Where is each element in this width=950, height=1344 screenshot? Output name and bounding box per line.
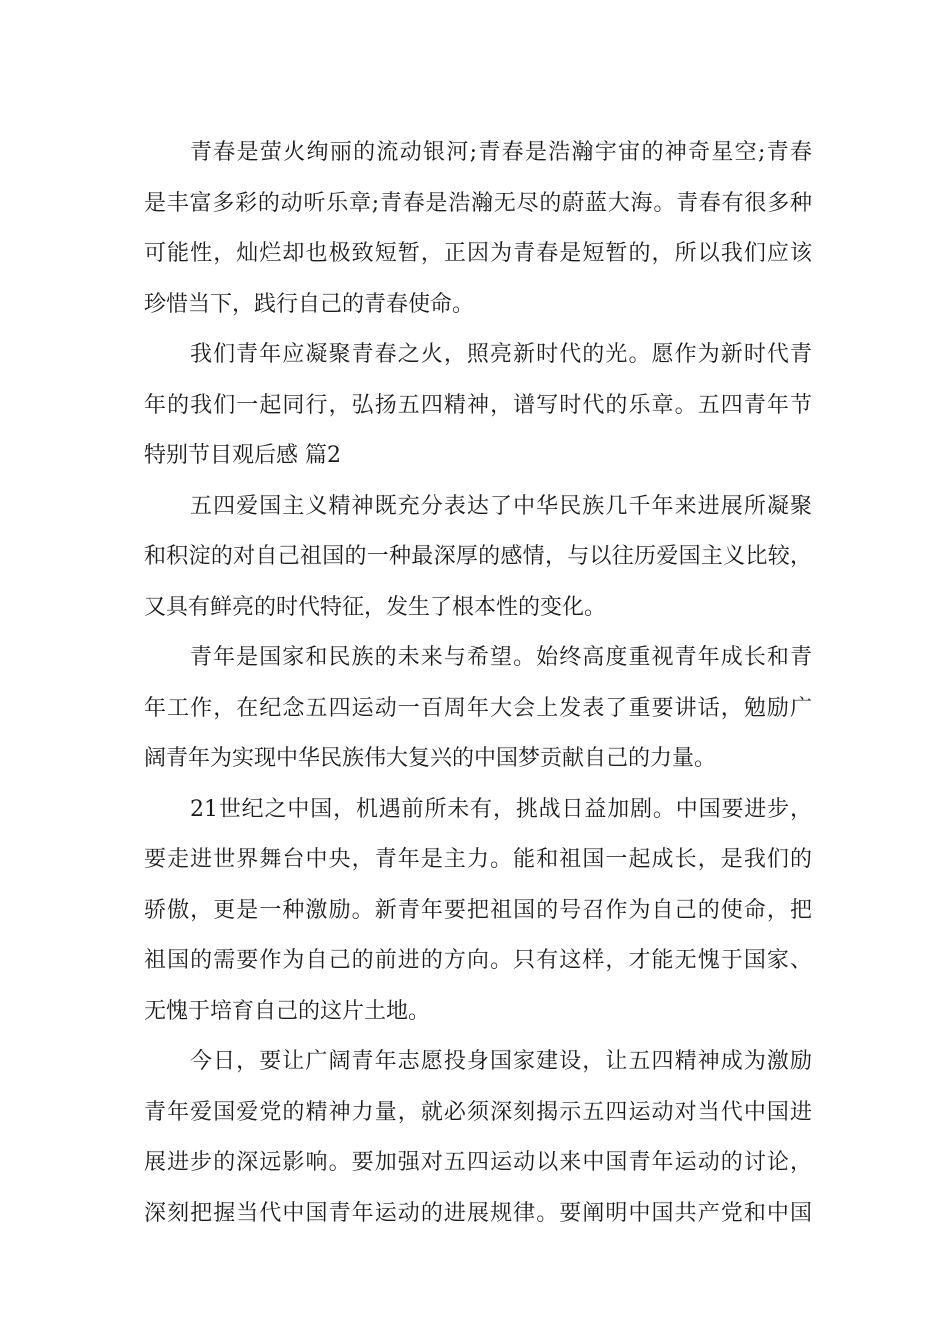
paragraph-line: 五四爱国主义精神既充分表达了中华民族几千年来进展所凝聚 <box>190 493 812 519</box>
paragraph-line: 青年是国家和民族的未来与希望。始终高度重视青年成长和青 <box>190 645 812 670</box>
document-body <box>144 128 812 1239</box>
paragraph-line: 和积淀的对自己祖国的一种最深厚的感情，与以往历爱国主义比较， <box>144 544 812 569</box>
paragraph-line: 今日，要让广阔青年志愿投身国家建设，让五四精神成为激励 <box>190 1049 812 1074</box>
paragraph-line: 年工作，在纪念五四运动一百周年大会上发表了重要讲话，勉励广 <box>144 695 812 721</box>
paragraph-line: 展进步的深远影响。要加强对五四运动以来中国青年运动的讨论， <box>144 1150 812 1175</box>
paragraph-line: 我们青年应凝聚青春之火，照亮新时代的光。愿作为新时代青 <box>190 342 812 367</box>
paragraph-line: 无愧于培育自己的这片土地。 <box>144 998 431 1024</box>
paragraph-line: 21世纪之中国，机遇前所未有，挑战日益加剧。中国要进步， <box>190 796 812 822</box>
paragraph-line: 又具有鲜亮的时代特征，发生了根本性的变化。 <box>144 594 607 620</box>
paragraph-line: 深刻把握当代中国青年运动的进展规律。要阐明中国共产党和中国 <box>144 1200 812 1226</box>
section-heading-line: 特别节目观后感 篇2 <box>144 443 341 468</box>
paragraph-line: 青春是萤火绚丽的流动银河;青春是浩瀚宇宙的神奇星空;青春 <box>190 140 812 165</box>
paragraph-line: 祖国的需要作为自己的前进的方向。只有这样，才能无愧于国家、 <box>144 948 812 973</box>
paragraph-line: 年的我们一起同行，弘扬五四精神，谱写时代的乐章。五四青年节 <box>144 392 812 418</box>
paragraph-line: 青年爱国爱党的精神力量，就必须深刻揭示五四运动对当代中国进 <box>144 1099 812 1125</box>
paragraph-line: 要走进世界舞台中央，青年是主力。能和祖国一起成长，是我们的 <box>144 847 812 872</box>
paragraph-line: 是丰富多彩的动听乐章;青春是浩瀚无尽的蔚蓝大海。青春有很多种 <box>144 190 812 216</box>
paragraph-line: 可能性，灿烂却也极致短暂，正因为青春是短暂的，所以我们应该 <box>144 241 812 266</box>
paragraph-line: 阔青年为实现中华民族伟大复兴的中国梦贡献自己的力量。 <box>144 746 717 771</box>
paragraph-line: 珍惜当下，践行自己的青春使命。 <box>144 291 475 317</box>
paragraph-line: 骄傲，更是一种激励。新青年要把祖国的号召作为自己的使命，把 <box>144 897 812 923</box>
